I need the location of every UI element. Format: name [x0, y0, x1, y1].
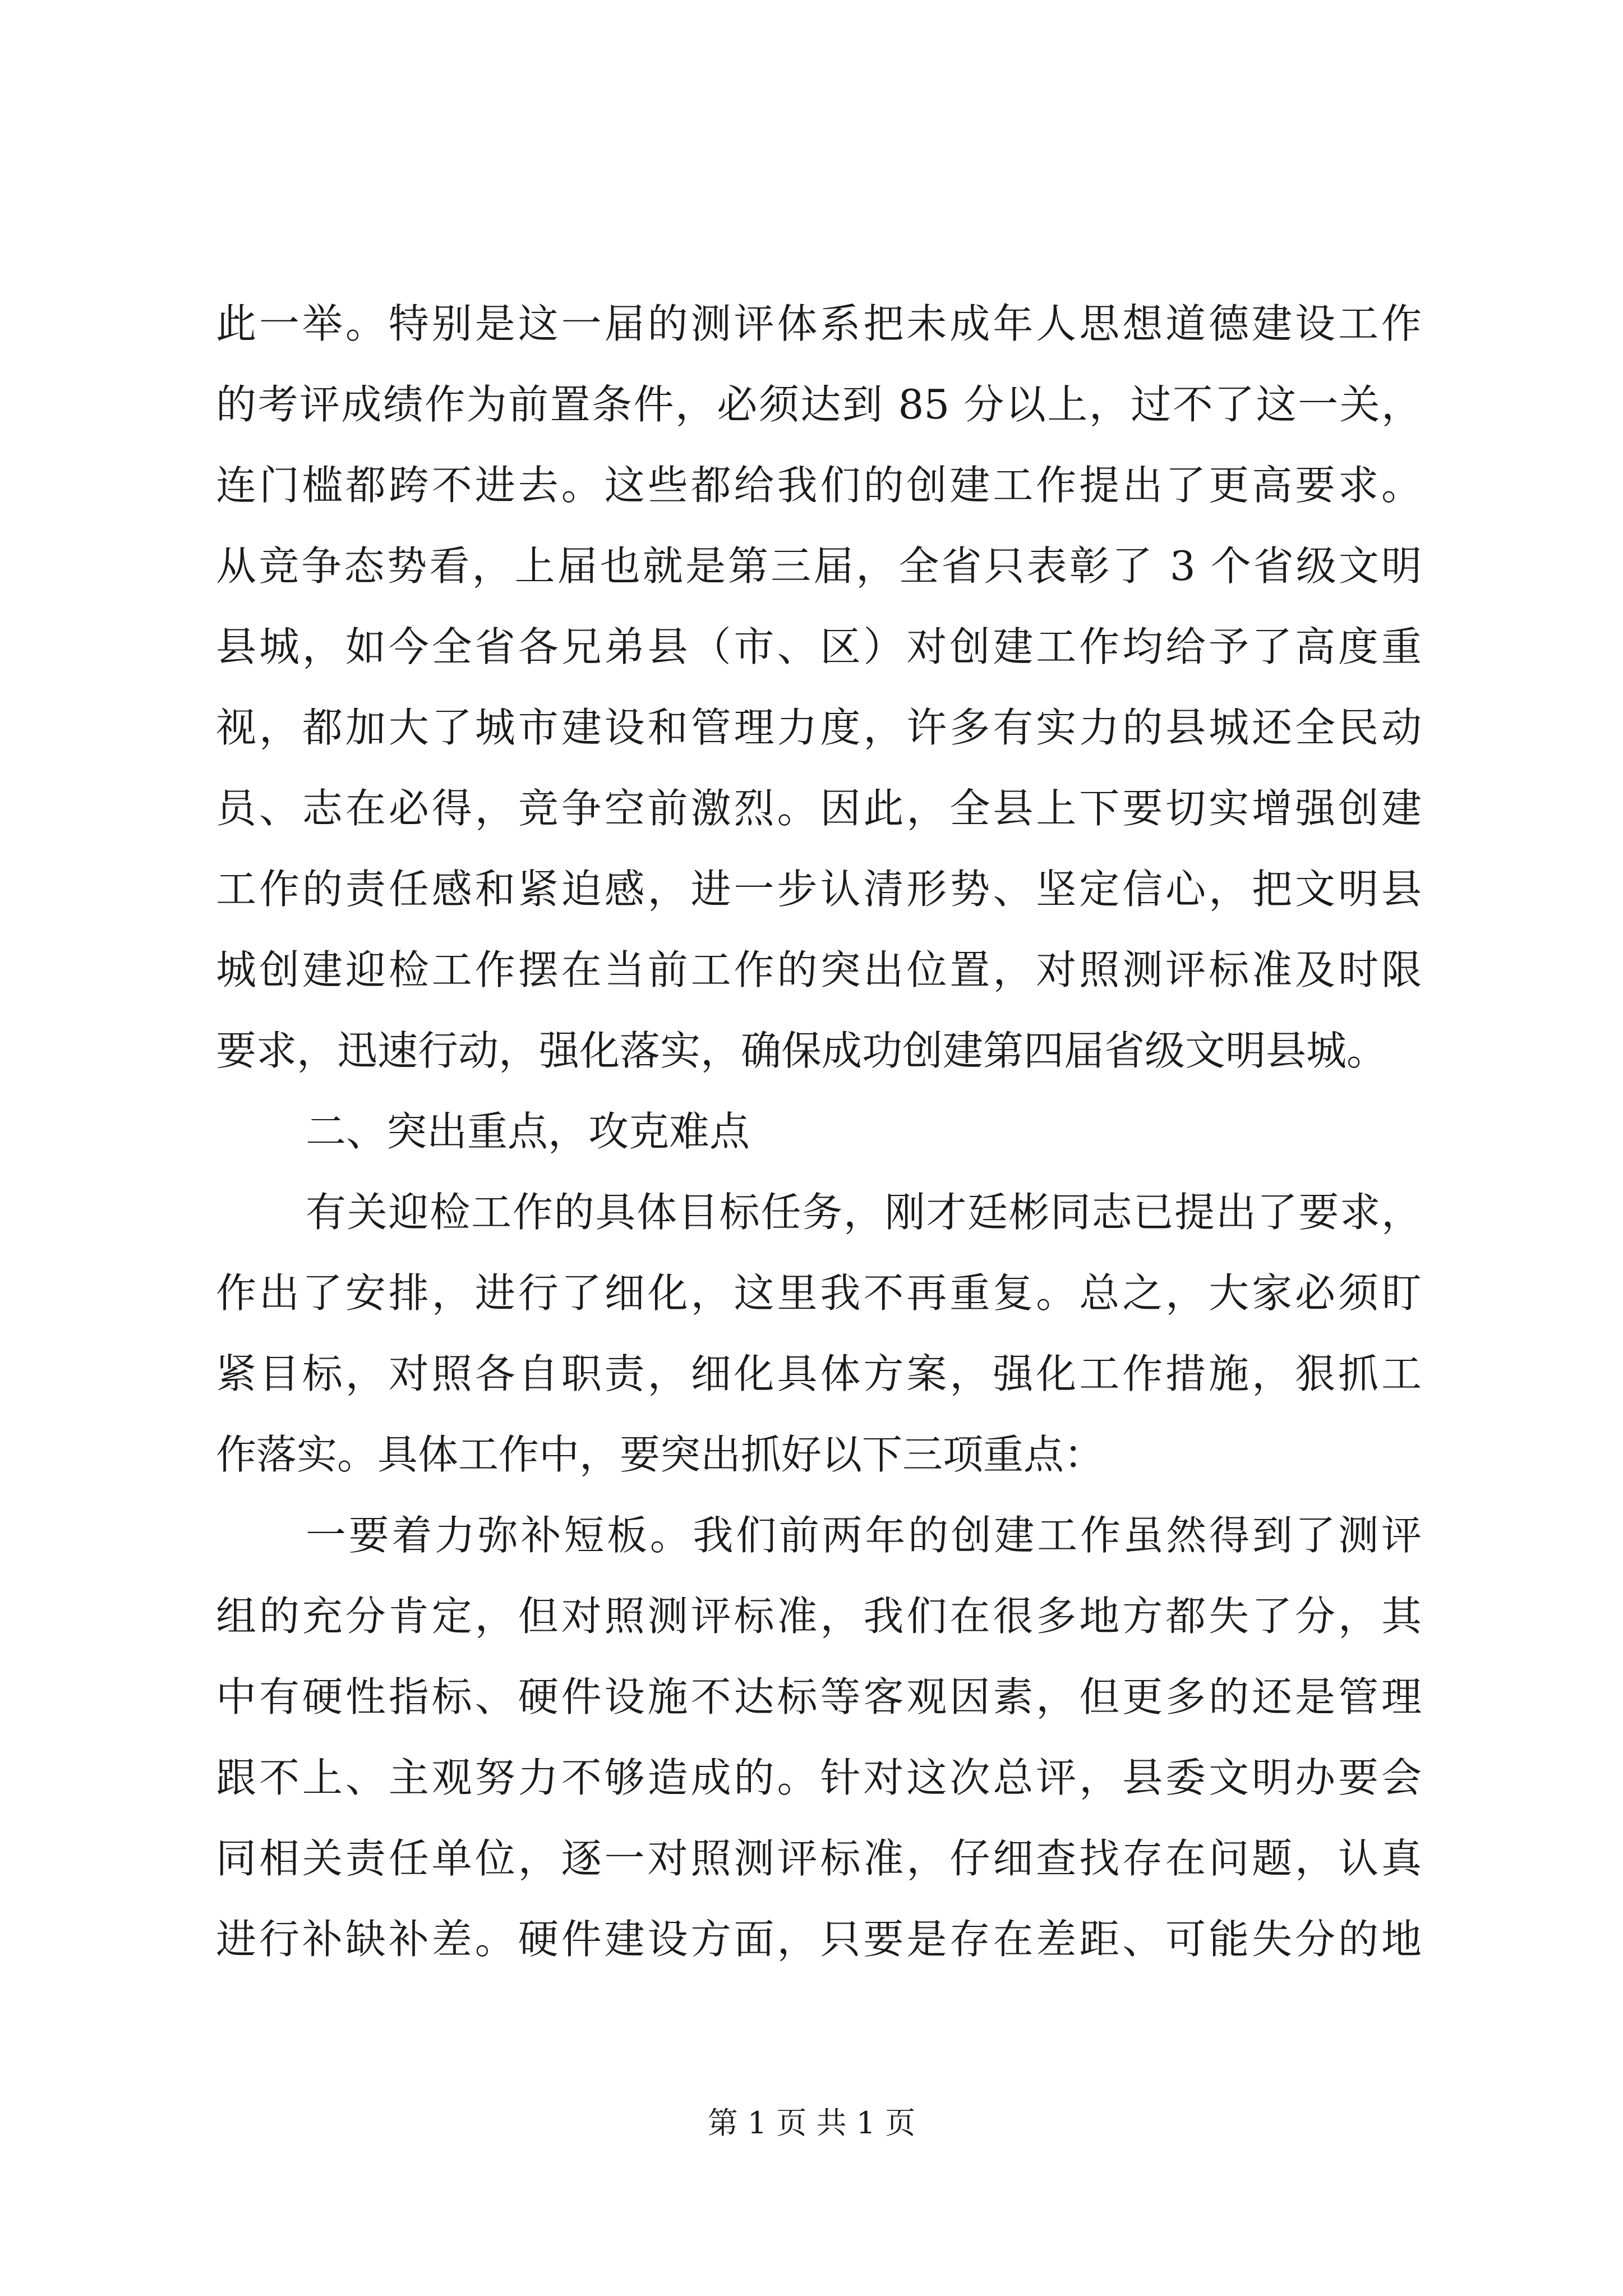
text-line: 有关迎检工作的具体目标任务，刚才廷彬同志已提出了要求，	[306, 1189, 1422, 1236]
text-line: 工作的责任感和紧迫感，进一步认清形势、坚定信心，把文明县	[216, 866, 1422, 913]
text-line: 城创建迎检工作摆在当前工作的突出位置，对照测评标准及时限	[216, 946, 1422, 993]
page-footer: 第 1 页 共 1 页	[707, 2105, 916, 2141]
text-line: 紧目标，对照各自职责，细化具体方案，强化工作措施，狠抓工	[216, 1350, 1422, 1397]
text-line: 县城，如今全省各兄弟县（市、区）对创建工作均给予了高度重	[216, 623, 1422, 670]
text-line: 组的充分肯定，但对照测评标准，我们在很多地方都失了分，其	[216, 1593, 1422, 1640]
text-line: 作出了安排，进行了细化，这里我不再重复。总之，大家必须盯	[216, 1269, 1422, 1317]
text-line: 同相关责任单位，逐一对照测评标准，仔细查找存在问题，认真	[216, 1835, 1422, 1882]
text-line: 视，都加大了城市建设和管理力度，许多有实力的县城还全民动	[216, 704, 1422, 751]
text-line: 从竞争态势看，上届也就是第三届，全省只表彰了 3 个省级文明	[216, 542, 1422, 590]
text-line: 作落实。具体工作中，要突出抓好以下三项重点：	[216, 1431, 1105, 1478]
text-line: 一要着力弥补短板。我们前两年的创建工作虽然得到了测评	[306, 1512, 1422, 1559]
body-text	[216, 283, 1422, 1980]
text-line: 进行补缺补差。硬件建设方面，只要是存在差距、可能失分的地	[216, 1916, 1422, 1963]
text-line: 员、志在必得，竞争空前激烈。因此，全县上下要切实增强创建	[216, 785, 1422, 832]
text-line: 连门槛都跨不进去。这些都给我们的创建工作提出了更高要求。	[216, 462, 1422, 509]
text-line: 的考评成绩作为前置条件，必须达到 85 分以上，过不了这一关，	[216, 381, 1422, 428]
text-line: 此一举。特别是这一届的测评体系把未成年人思想道德建设工作	[216, 300, 1422, 347]
text-line: 要求，迅速行动，强化落实，确保成功创建第四届省级文明县城。	[216, 1027, 1387, 1074]
text-line: 中有硬性指标、硬件设施不达标等客观因素，但更多的还是管理	[216, 1673, 1422, 1720]
text-line: 二、突出重点，攻克难点	[306, 1108, 750, 1155]
text-line: 跟不上、主观努力不够造成的。针对这次总评，县委文明办要会	[216, 1754, 1422, 1801]
